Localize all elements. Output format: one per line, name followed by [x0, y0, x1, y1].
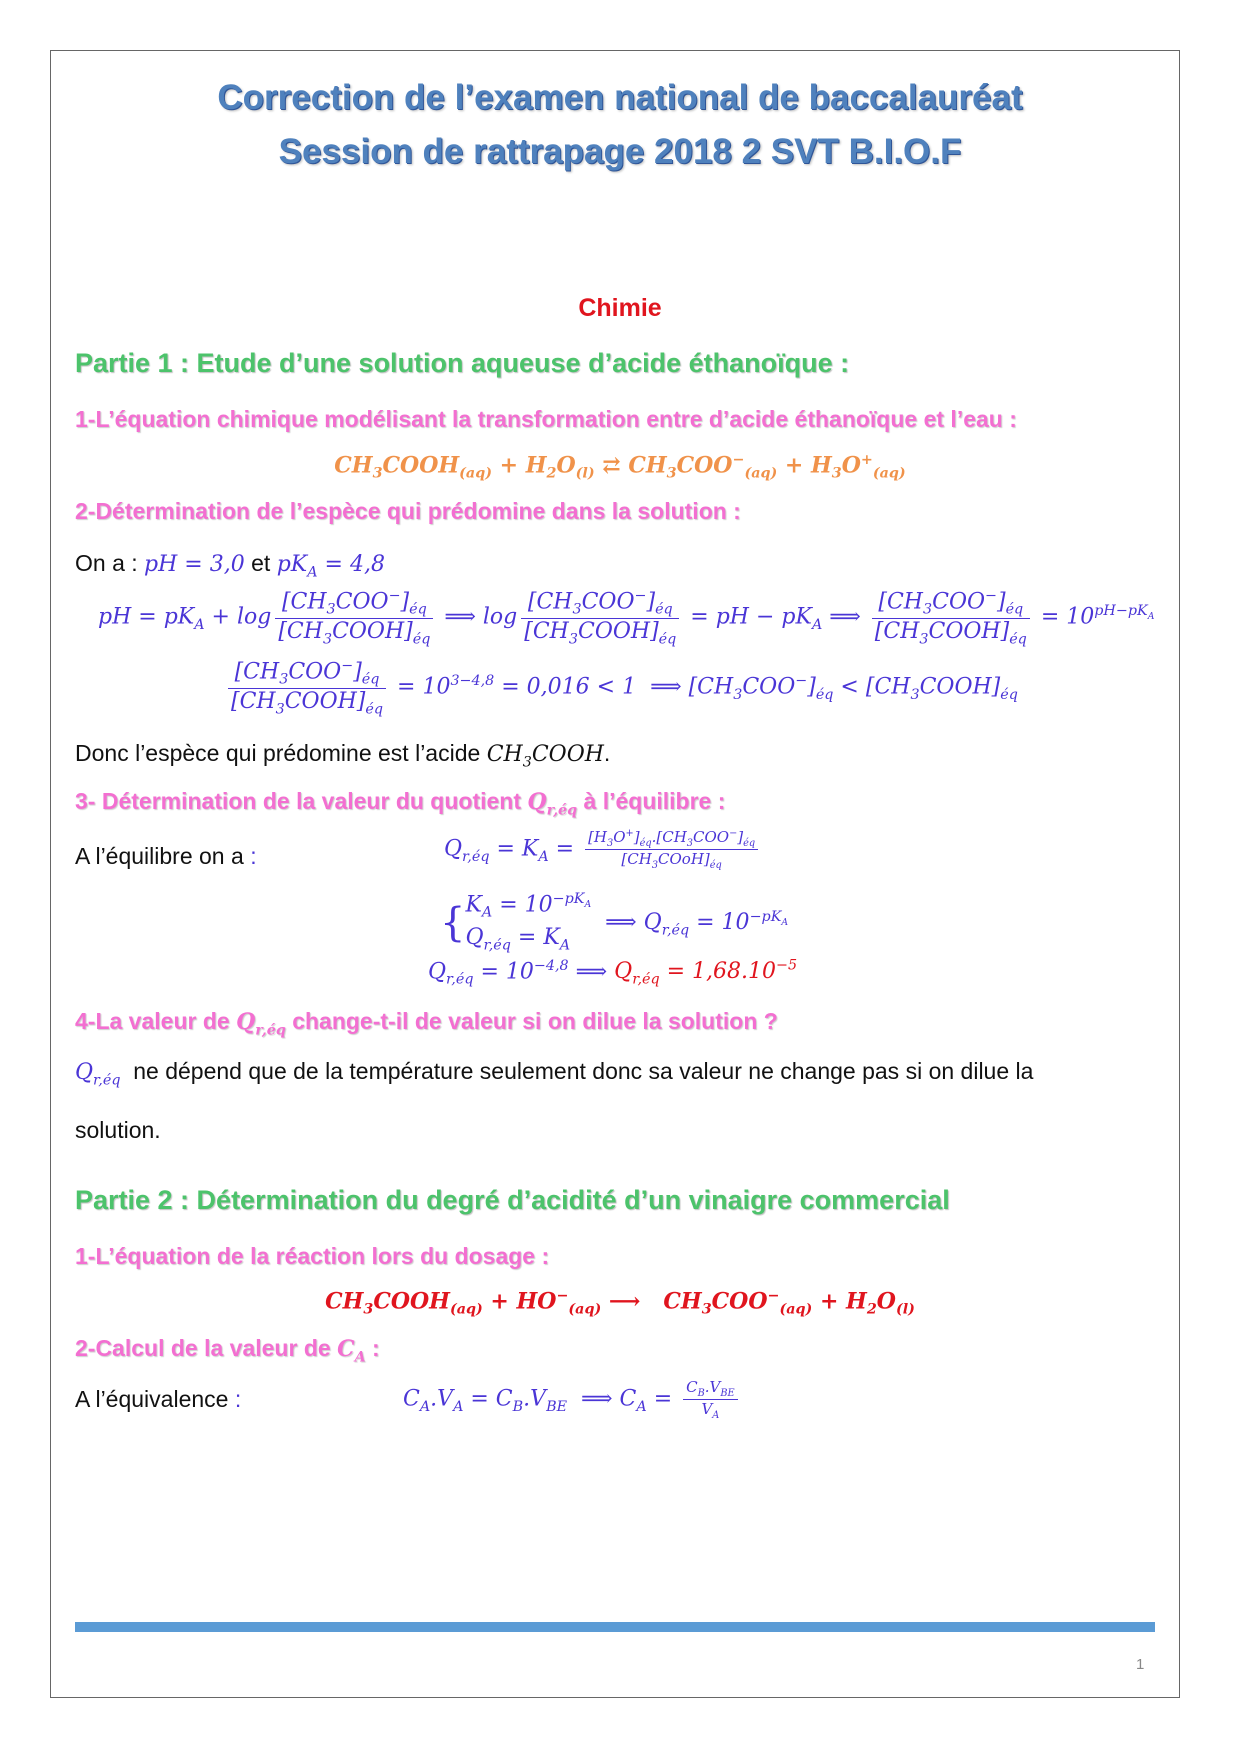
- footer-bar: [75, 1622, 1155, 1632]
- part2-heading: Partie 2 : Détermination du degré d’acidité d’un vinaigre commercial: [75, 1185, 950, 1215]
- qr-result: $Q_{r,éq} = 10^{-4,8}$ ⟹ $Q_{r,éq} = 1,68.10^{-5}$: [428, 958, 798, 988]
- page-title-line-2: Session de rattrapage 2018 2 SVT B.I.O.F: [278, 132, 962, 171]
- equilibrium-intro: A l’équilibre on a :: [75, 843, 257, 869]
- equivalence-intro: A l’équivalence :: [75, 1386, 242, 1412]
- qr-expression: $Q_{r,éq} = K_A$ = $\frac{[H_3O^+]_{éq}.[CH_3COO^-]_{éq}}{[CH_3COoH]_{éq}}$: [444, 828, 762, 871]
- equation-acid-water: $CH_3COOH_{(aq)} + H_2O_{(l)}$ ⇄ $CH_3COO^-_{(aq)} + H_3O^+_{(aq)}$: [334, 452, 906, 482]
- on-a-label: On a :: [75, 550, 138, 576]
- part2-question-1: 1-L’équation de la réaction lors du dosage :: [75, 1243, 550, 1269]
- answer-4-line-2: solution.: [75, 1117, 161, 1143]
- ph-relation: pH = $pK_A + \log$ $\frac{[CH_3COO^-]_{éq}}{[CH_3COOH]_{éq}}$ ⟹ log $\frac{[CH_3COO^-]_{éq}}{[CH_3COOH]_{éq}}$ = pH − $pK_A$ ⟹ $\frac{[CH_3COO^-]_{éq}}{[CH_3COOH]_{éq}}$ = $10^{pH-pK_A}$: [98, 588, 1155, 648]
- page-number: 1: [1136, 1656, 1145, 1673]
- part1-question-1: 1-L’équation chimique modélisant la transformation entre d’acide éthanoïque et l’eau :: [75, 406, 1017, 432]
- given-values: On a : pH = 3,0 et $pK_A = 4,8$: [75, 550, 385, 581]
- page-title-line-1: Correction de l’examen national de baccalauréat: [217, 78, 1023, 117]
- ratio-result: $\frac{[CH_3COO^-]_{éq}}{[CH_3COOH]_{éq}}$ = $10^{3-4,8} = 0,016 < 1$ ⟹ $[CH_3COO^-]_{éq}$ < $[CH_3COOH]_{éq}$: [224, 658, 1018, 717]
- part1-heading: Partie 1 : Etude d’une solution aqueuse d’acide éthanoïque :: [75, 348, 850, 378]
- part1-question-3: 3- Détermination de la valeur du quotient $Q_{r,éq}$ à l’équilibre :: [75, 788, 726, 819]
- part2-question-2: 2-Calcul de la valeur de $C_A$ :: [75, 1335, 380, 1366]
- part1-question-2: 2-Détermination de l’espèce qui prédomine dans la solution :: [75, 498, 741, 524]
- answer-4-line-1: $Q_{r,éq}$ ne dépend que de la température seulement donc sa valeur ne change pas si on dilue la: [75, 1058, 1034, 1089]
- predominant-conclusion: Donc l’espèce qui prédomine est l’acide $CH_3COOH$.: [75, 740, 611, 771]
- part1-question-4: 4-La valeur de $Q_{r,éq}$ change-t-il de valeur si on dilue la solution ?: [75, 1008, 778, 1039]
- titration-equation: $CH_3COOH_{(aq)} + HO^-_{(aq)}$ ⟶ $CH_3COO^-_{(aq)} + H_2O_{(l)}$: [325, 1288, 915, 1318]
- equivalence-relation: $C_A.V_A = C_B.V_{BE}$ ⟹ $C_A$ = $\frac{C_B.V_{BE}}{V_A}$: [403, 1378, 742, 1421]
- section-title: Chimie: [578, 294, 662, 322]
- et-label: et: [251, 550, 271, 576]
- ka-system: {$K_A = 10^{-pK_A}$ $Q_{r,éq} = K_A$ ⟹ $Q_{r,éq} = 10^{-pK_A}$: [440, 891, 789, 954]
